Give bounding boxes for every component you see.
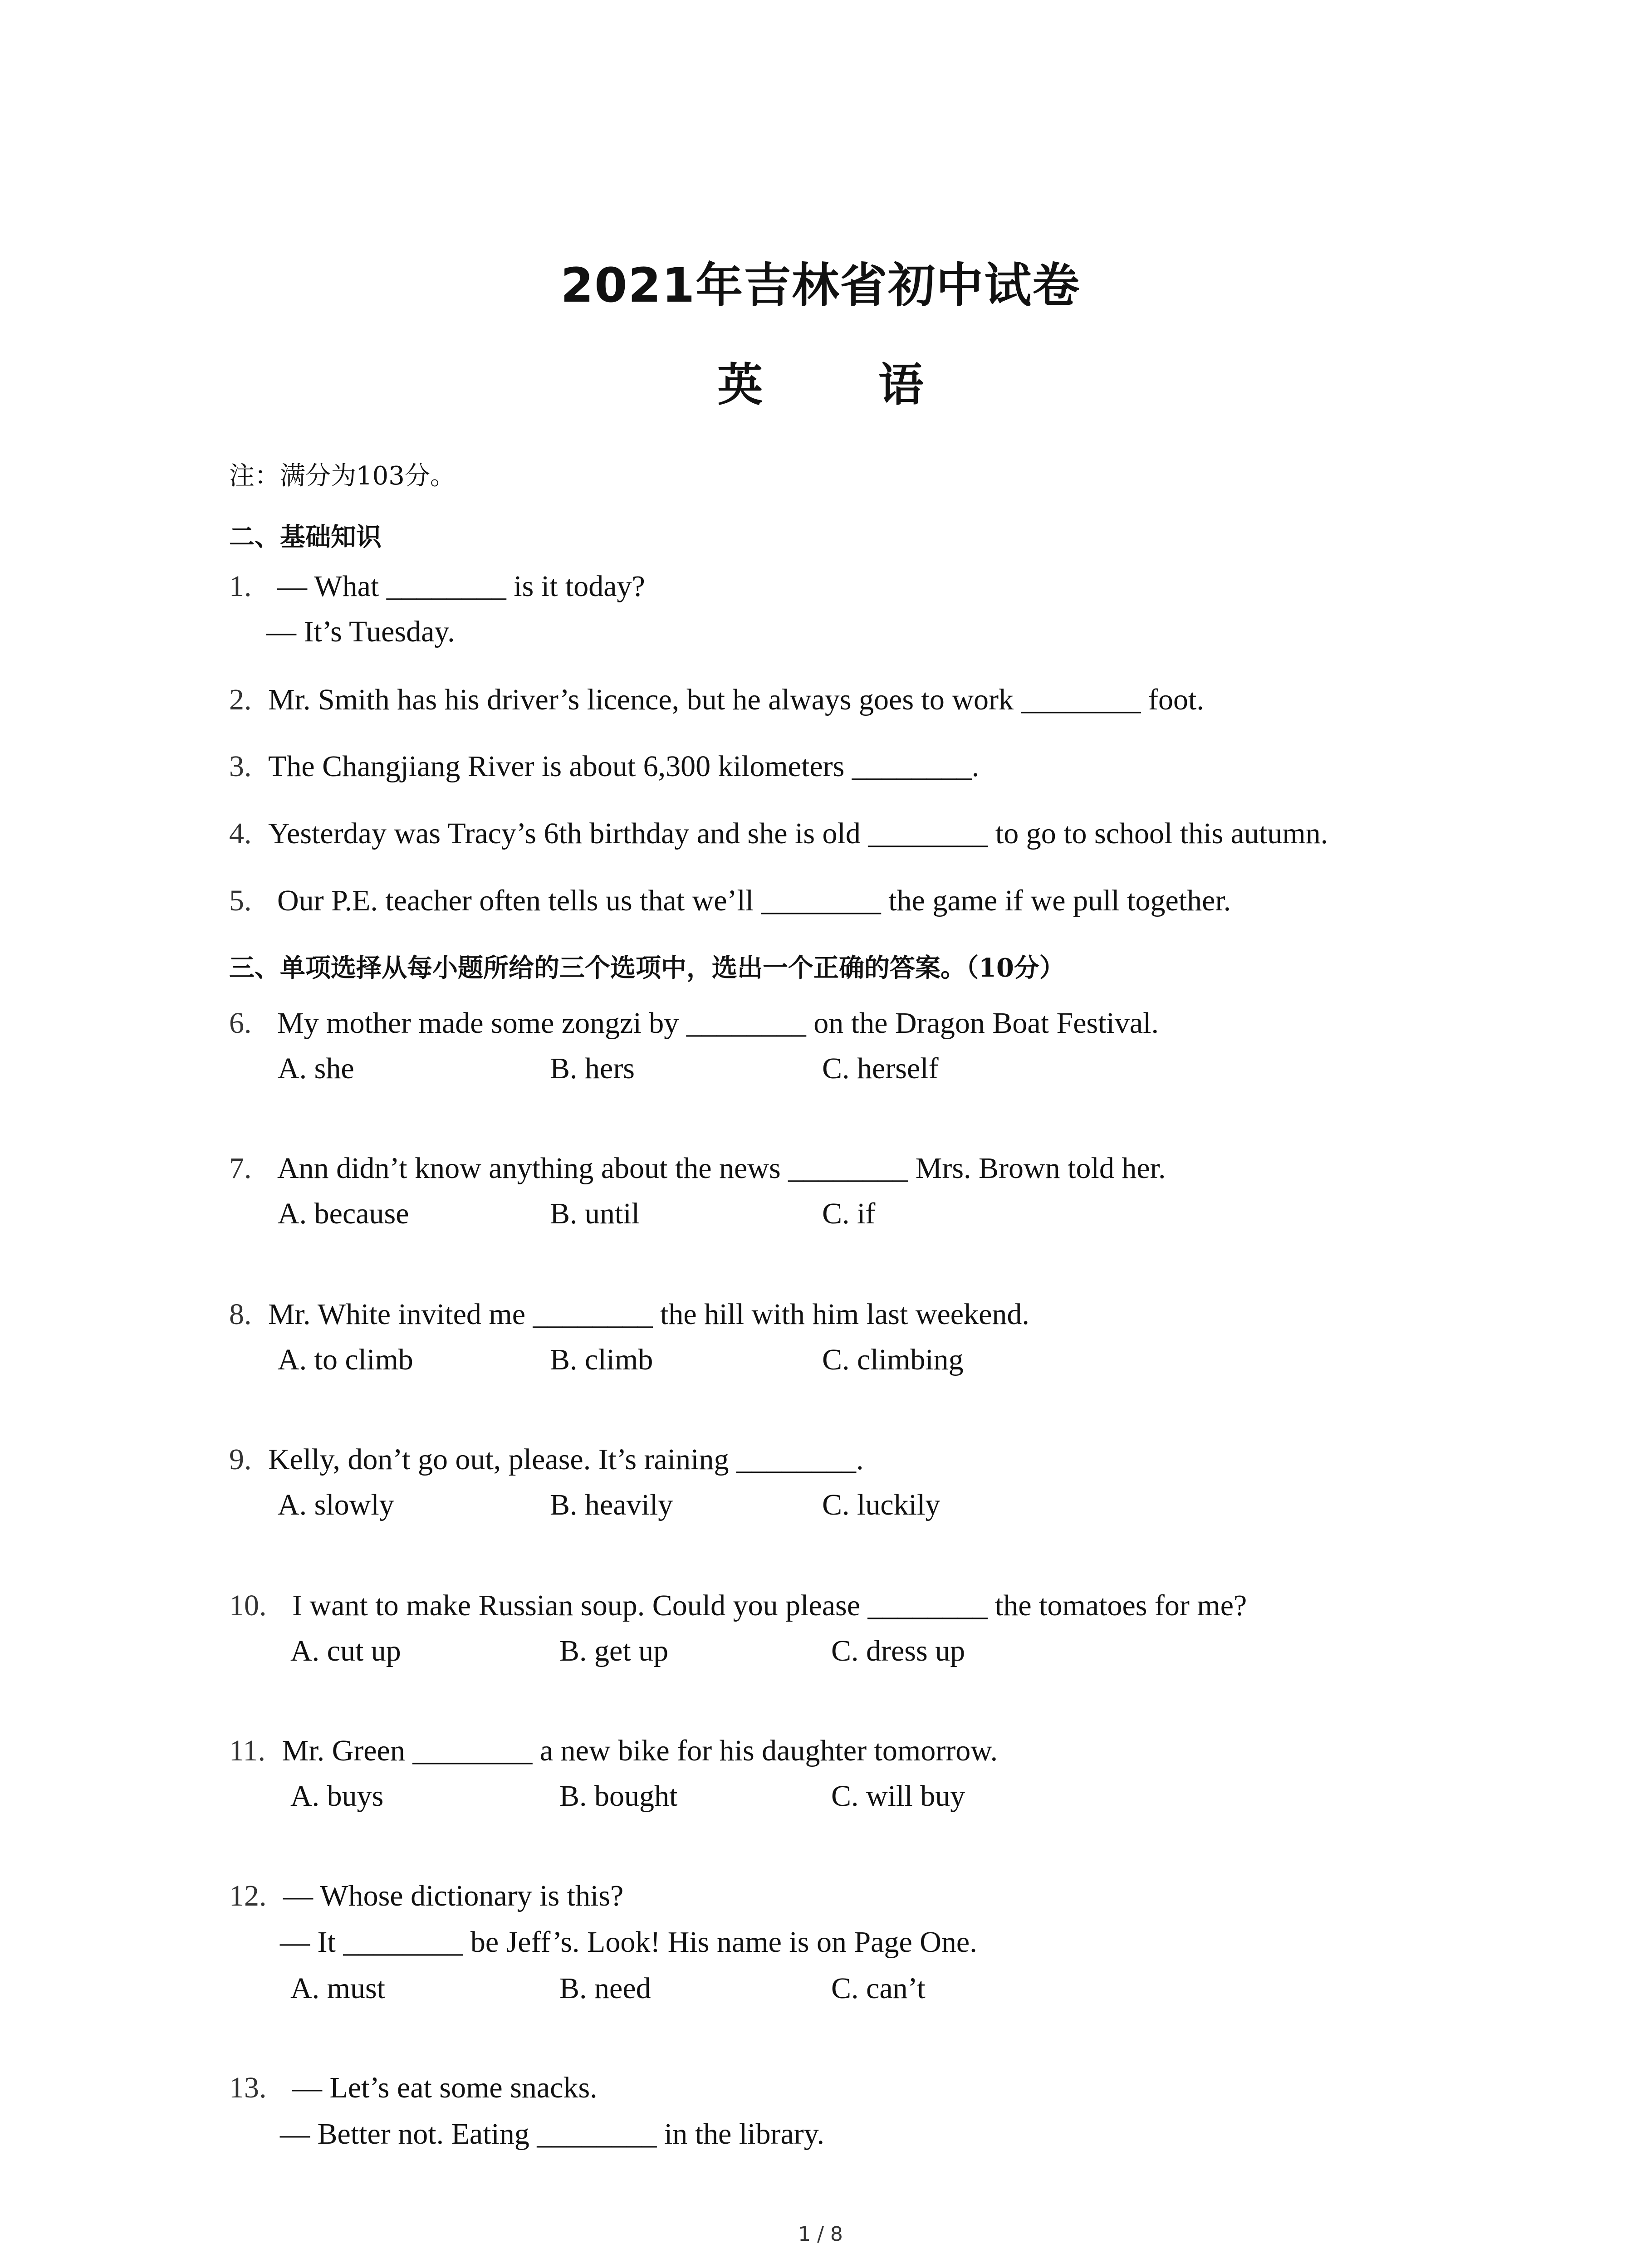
exam-title: 2021年吉林省初中试卷	[560, 258, 1081, 313]
question-number: 2.	[229, 683, 252, 716]
question-number: 1.	[229, 570, 252, 603]
option-a: A. buys	[290, 1779, 384, 1813]
question-number: 9.	[229, 1443, 252, 1476]
question-text: Kelly, don’t go out, please. It’s raining ________.	[268, 1443, 864, 1476]
question-text: Mr. White invited me ________ the hill with him last weekend.	[268, 1298, 1029, 1331]
question-7	[229, 1151, 1166, 1186]
option-a: A. she	[278, 1052, 354, 1085]
option-a: A. must	[290, 1972, 386, 2005]
option-b: B. until	[550, 1197, 640, 1230]
question-13-answer-line: — Better not. Eating ________ in the library.	[280, 2117, 824, 2151]
section-heading-multiple-choice: 三、单项选择从每小题所给的三个选项中，选出一个正确的答案。（10分）	[229, 953, 1065, 983]
question-number: 3.	[229, 750, 252, 783]
question-4	[229, 816, 1328, 851]
question-number: 6.	[229, 1007, 252, 1040]
question-5	[229, 884, 1231, 918]
question-number: 10.	[229, 1589, 267, 1622]
option-c: C. will buy	[831, 1779, 965, 1813]
question-8	[229, 1297, 1029, 1332]
question-text: Yesterday was Tracy’s 6th birthday and she is old ________ to go to school this autumn.	[268, 817, 1328, 850]
question-9	[229, 1442, 864, 1477]
option-b: B. heavily	[550, 1488, 673, 1521]
question-text: — What ________ is it today?	[277, 570, 645, 603]
question-number: 8.	[229, 1298, 252, 1331]
question-text: — Let’s eat some snacks.	[292, 2071, 598, 2104]
option-a: A. cut up	[290, 1634, 401, 1667]
question-text: Ann didn’t know anything about the news ________ Mrs. Brown told her.	[277, 1152, 1166, 1185]
question-text: Mr. Green ________ a new bike for his daughter tomorrow.	[282, 1734, 998, 1767]
option-c: C. luckily	[822, 1488, 941, 1521]
option-c: C. climbing	[822, 1343, 964, 1376]
question-text: Mr. Smith has his driver’s licence, but he always goes to work ________ foot.	[268, 683, 1204, 716]
question-3	[229, 749, 979, 784]
option-b: B. hers	[550, 1052, 635, 1085]
question-12	[229, 1879, 623, 1913]
question-number: 7.	[229, 1152, 252, 1185]
option-c: C. dress up	[831, 1634, 965, 1667]
option-a: A. because	[278, 1197, 409, 1230]
question-12-answer-line: — It ________ be Jeff’s. Look! His name is on Page One.	[280, 1926, 977, 1959]
question-1-answer-line: — It’s Tuesday.	[266, 615, 455, 648]
option-b: B. climb	[550, 1343, 653, 1376]
question-text: I want to make Russian soup. Could you please ________ the tomatoes for me?	[292, 1589, 1247, 1622]
option-c: C. herself	[822, 1052, 939, 1085]
option-a: A. to climb	[278, 1343, 413, 1376]
exam-subject: 英 语	[717, 358, 974, 411]
option-a: A. slowly	[278, 1488, 394, 1521]
question-13	[229, 2071, 598, 2105]
score-note: 注：满分为103分。	[229, 461, 456, 491]
option-c: C. if	[822, 1197, 876, 1230]
section-heading-basic-knowledge: 二、基础知识	[229, 522, 382, 552]
question-number: 11.	[229, 1734, 266, 1767]
option-c: C. can’t	[831, 1972, 926, 2005]
page-indicator: 1 / 8	[798, 2223, 843, 2246]
question-1	[229, 569, 645, 604]
question-number: 5.	[229, 884, 252, 917]
question-number: 12.	[229, 1879, 267, 1912]
question-6	[229, 1006, 1159, 1041]
option-b: B. get up	[559, 1634, 669, 1667]
question-number: 4.	[229, 817, 252, 850]
question-text: — Whose dictionary is this?	[283, 1879, 624, 1912]
question-number: 13.	[229, 2071, 267, 2104]
question-10	[229, 1589, 1247, 1623]
option-b: B. bought	[559, 1779, 678, 1813]
question-text: My mother made some zongzi by ________ on the Dragon Boat Festival.	[277, 1007, 1159, 1040]
question-text: The Changjiang River is about 6,300 kilometers ________.	[268, 750, 980, 783]
question-2	[229, 683, 1204, 717]
question-11	[229, 1734, 998, 1768]
option-b: B. need	[559, 1972, 651, 2005]
question-text: Our P.E. teacher often tells us that we’ll ________ the game if we pull together.	[277, 884, 1231, 917]
